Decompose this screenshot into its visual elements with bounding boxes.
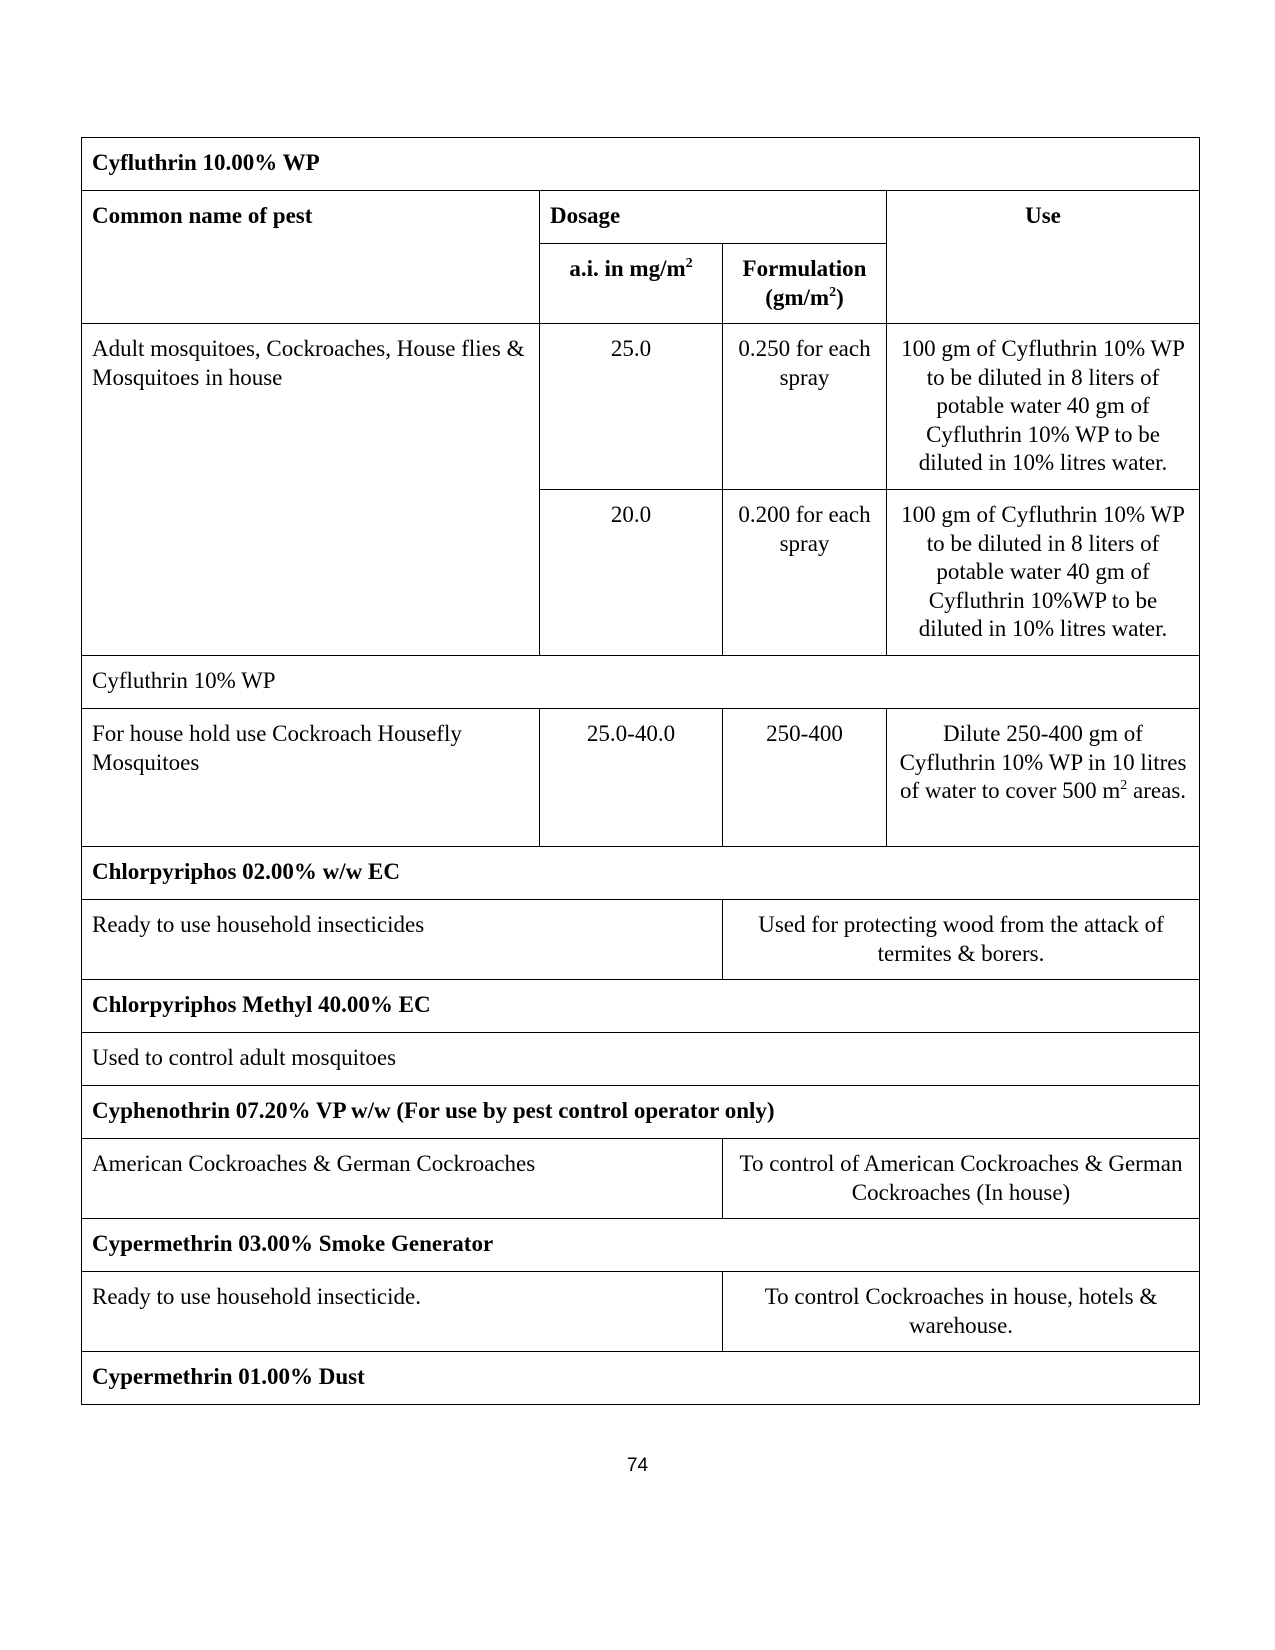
header-use: Use <box>887 191 1200 324</box>
header-ai: a.i. in $mg/m^2$ <box>540 244 723 324</box>
table-row <box>82 324 1200 490</box>
use-cell: To control of American Cockroaches & German Cockroaches (In house) <box>723 1139 1200 1219</box>
pest-cell: Ready to use household insecticides <box>82 900 723 980</box>
section-title: Cypermethrin 01.00% Dust <box>82 1352 1200 1405</box>
formulation-cell: 0.200 for each spray <box>723 490 887 656</box>
section-title: Chlorpyriphos Methyl 40.00% EC <box>82 980 1200 1033</box>
use-cell: 100 gm of Cyfluthrin 10% WP to be diluted in 8 liters of potable water 40 gm of Cyfluthrin 10% WP to be diluted in 10% litres water. <box>887 324 1200 490</box>
section-title: Cyphenothrin 07.20% VP w/w (For use by pest control operator only) <box>82 1086 1200 1139</box>
pest-cell: Adult mosquitoes, Cockroaches, House flies & Mosquitoes in house <box>82 324 540 656</box>
use-cell: 100 gm of Cyfluthrin 10% WP to be diluted in 8 liters of potable water 40 gm of Cyfluthrin 10%WP to be diluted in 10% litres water. <box>887 490 1200 656</box>
use-cell: Used for protecting wood from the attack of termites & borers. <box>723 900 1200 980</box>
ai-cell: 20.0 <box>540 490 723 656</box>
section-title: Chlorpyriphos 02.00% w/w EC <box>82 847 1200 900</box>
table-row <box>82 1033 1200 1086</box>
section-title-row <box>82 980 1200 1033</box>
table-row <box>82 709 1200 847</box>
section-title: Cypermethrin 03.00% Smoke Generator <box>82 1219 1200 1272</box>
use-cell: Dilute 250-400 gm of Cyfluthrin 10% WP in 10 litres of water to cover 500 $m^2$ areas. <box>887 709 1200 847</box>
ai-cell: 25.0 <box>540 324 723 490</box>
header-dosage: Dosage <box>540 191 887 244</box>
table-header-row <box>82 191 1200 244</box>
table-row <box>82 900 1200 980</box>
pest-cell: For house hold use Cockroach Housefly Mosquitoes <box>82 709 540 847</box>
section-title-row <box>82 1219 1200 1272</box>
pesticide-table <box>81 137 1200 1405</box>
pest-cell: American Cockroaches & German Cockroaches <box>82 1139 723 1219</box>
section-title: Cyfluthrin 10.00% WP <box>82 138 1200 191</box>
formulation-cell: 250-400 <box>723 709 887 847</box>
use-cell: To control Cockroaches in house, hotels & warehouse. <box>723 1272 1200 1352</box>
ai-cell: 25.0-40.0 <box>540 709 723 847</box>
section-subtitle: Cyfluthrin 10% WP <box>82 656 1200 709</box>
pest-cell: Ready to use household insecticide. <box>82 1272 723 1352</box>
section-title-row <box>82 847 1200 900</box>
section-title-row <box>82 138 1200 191</box>
section-title-row <box>82 1352 1200 1405</box>
header-formulation: Formulation $(gm/m^2)$ <box>723 244 887 324</box>
page-number: 74 <box>626 1455 649 1476</box>
note-cell: Used to control adult mosquitoes <box>82 1033 1200 1086</box>
section-subtitle-row <box>82 656 1200 709</box>
formulation-cell: 0.250 for each spray <box>723 324 887 490</box>
section-title-row <box>82 1086 1200 1139</box>
table-row <box>82 1139 1200 1219</box>
header-pest: Common name of pest <box>82 191 540 324</box>
table-row <box>82 1272 1200 1352</box>
